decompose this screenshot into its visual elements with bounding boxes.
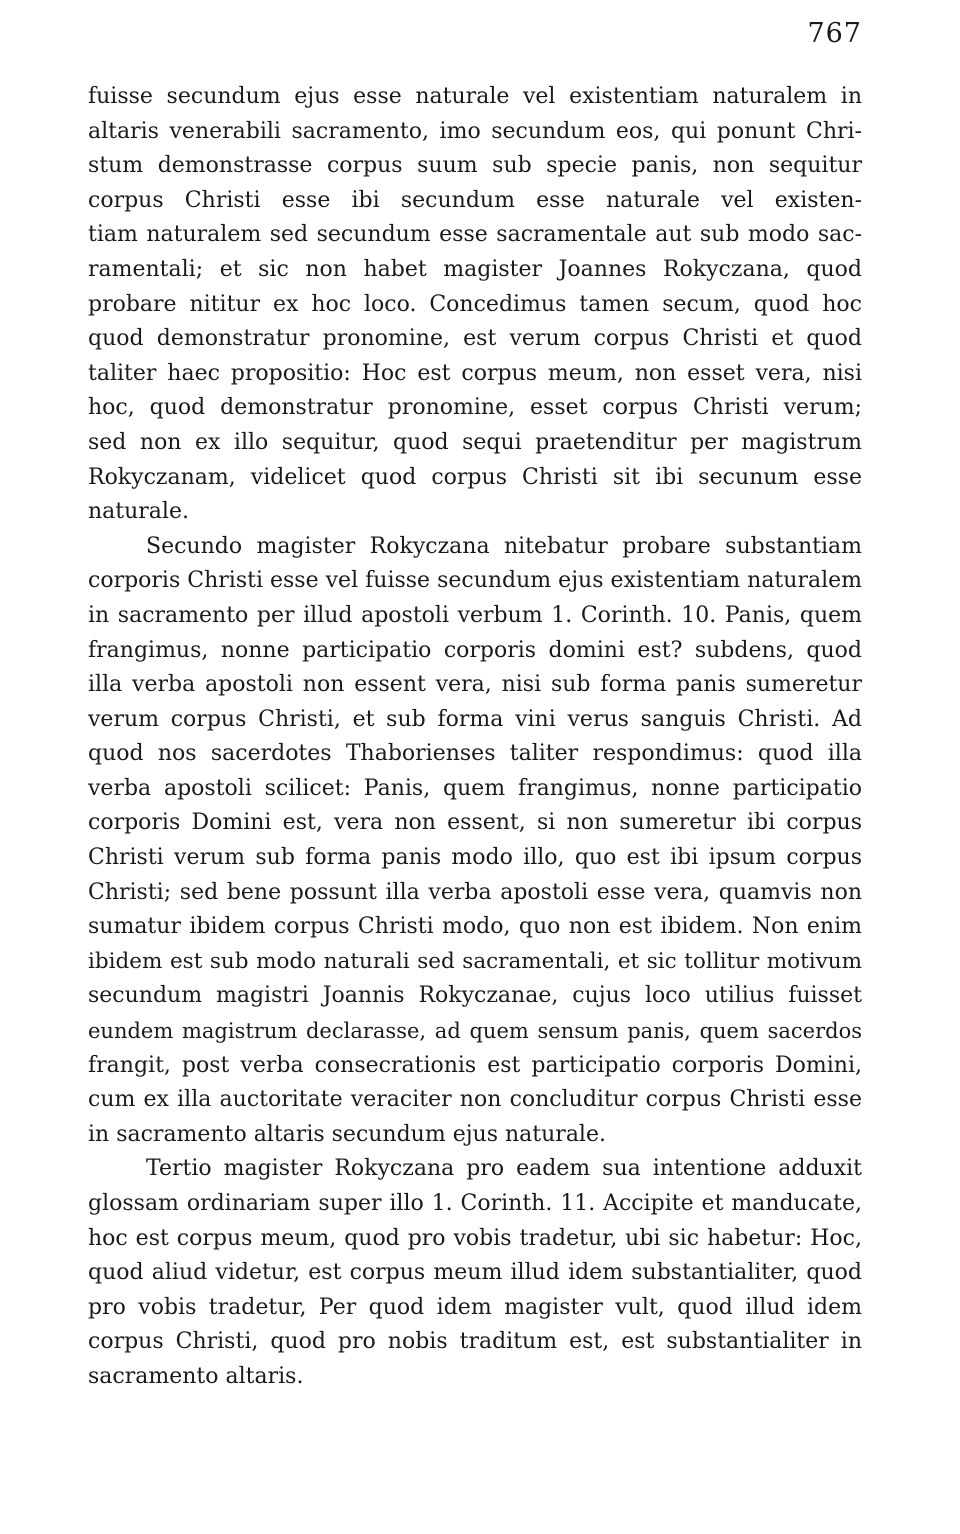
- text-line: Secundo magister Rokyczana nitebatur probare substantiam: [146, 533, 862, 559]
- text-line: probare nititur ex hoc loco. Concedimus tamen secum, quod hoc: [88, 291, 862, 317]
- text-line: frangimus, nonne participatio corporis domini est? subdens, quod: [88, 637, 862, 663]
- text-line: corporis Christi esse vel fuisse secundum ejus existentiam naturalem: [88, 568, 862, 594]
- page-number: 767: [807, 18, 862, 49]
- text-line: secundum magistri Joannis Rokyczanae, cujus loco utilius fuisset: [88, 983, 862, 1009]
- text-line: hoc est corpus meum, quod pro vobis tradetur, ubi sic habetur: Hoc,: [88, 1225, 862, 1251]
- text-line: stum demonstrasse corpus suum sub specie panis, non sequitur: [88, 153, 862, 179]
- text-line: in sacramento per illud apostoli verbum 1. Corinth. 10. Panis, quem: [88, 602, 862, 628]
- text-line: ibidem est sub modo naturali sed sacramentali, et sic tollitur motivum: [88, 948, 862, 974]
- paragraph: [88, 80, 862, 530]
- text-line: verba apostoli scilicet: Panis, quem frangimus, nonne participatio: [88, 775, 862, 801]
- text-line: illa verba apostoli non essent vera, nisi sub forma panis sumeretur: [88, 672, 862, 698]
- text-line: ramentali; et sic non habet magister Joannes Rokyczana, quod: [88, 256, 862, 282]
- text-line: in sacramento altaris secundum ejus naturale.: [88, 1121, 606, 1147]
- text-line: altaris venerabili sacramento, imo secundum eos, qui ponunt Chri-: [88, 118, 862, 144]
- body-text: [88, 80, 862, 1395]
- text-line: Tertio magister Rokyczana pro eadem sua intentione adduxit: [146, 1156, 862, 1182]
- text-line: frangit, post verba consecrationis est participatio corporis Domini,: [88, 1052, 862, 1078]
- text-line: tiam naturalem sed secundum esse sacramentale aut sub modo sac-: [88, 222, 862, 248]
- text-line: quod nos sacerdotes Thaborienses taliter respondimus: quod illa: [88, 741, 862, 767]
- text-line: pro vobis tradetur, Per quod idem magister vult, quod illud idem: [88, 1294, 862, 1320]
- text-line: Christi verum sub forma panis modo illo, quo est ibi ipsum corpus: [88, 845, 862, 871]
- text-line: sacramento altaris.: [88, 1363, 304, 1389]
- text-line: fuisse secundum ejus esse naturale vel existentiam naturalem in: [88, 84, 862, 109]
- text-line: hoc, quod demonstratur pronomine, esset corpus Christi verum;: [88, 395, 862, 421]
- text-line: quod aliud videtur, est corpus meum illud idem substantialiter, quod: [88, 1260, 862, 1286]
- text-line: glossam ordinariam super illo 1. Corinth. 11. Accipite et manducate,: [88, 1191, 862, 1216]
- text-line: Christi; sed bene possunt illa verba apostoli esse vera, quamvis non: [88, 879, 862, 905]
- text-line: taliter haec propositio: Hoc est corpus meum, non esset vera, nisi: [88, 360, 862, 386]
- text-line: eundem magistrum declarasse, ad quem sensum panis, quem sacerdos: [88, 1019, 862, 1044]
- text-line: naturale.: [88, 499, 189, 525]
- paragraph: [88, 530, 862, 1153]
- paragraph: [88, 1152, 862, 1394]
- text-line: Rokyczanam, videlicet quod corpus Christi sit ibi secunum esse: [88, 464, 862, 490]
- text-line: verum corpus Christi, et sub forma vini verus sanguis Christi. Ad: [88, 706, 862, 732]
- text-line: sed non ex illo sequitur, quod sequi praetenditur per magistrum: [88, 429, 862, 455]
- text-line: corpus Christi esse ibi secundum esse naturale vel existen-: [88, 187, 862, 213]
- text-line: sumatur ibidem corpus Christi modo, quo non est ibidem. Non enim: [88, 914, 862, 940]
- text-line: corporis Domini est, vera non essent, si non sumeretur ibi corpus: [88, 810, 862, 836]
- text-line: cum ex illa auctoritate veraciter non concluditur corpus Christi esse: [88, 1087, 862, 1113]
- text-line: corpus Christi, quod pro nobis traditum est, est substantialiter in: [88, 1329, 862, 1355]
- text-line: quod demonstratur pronomine, est verum corpus Christi et quod: [88, 326, 862, 352]
